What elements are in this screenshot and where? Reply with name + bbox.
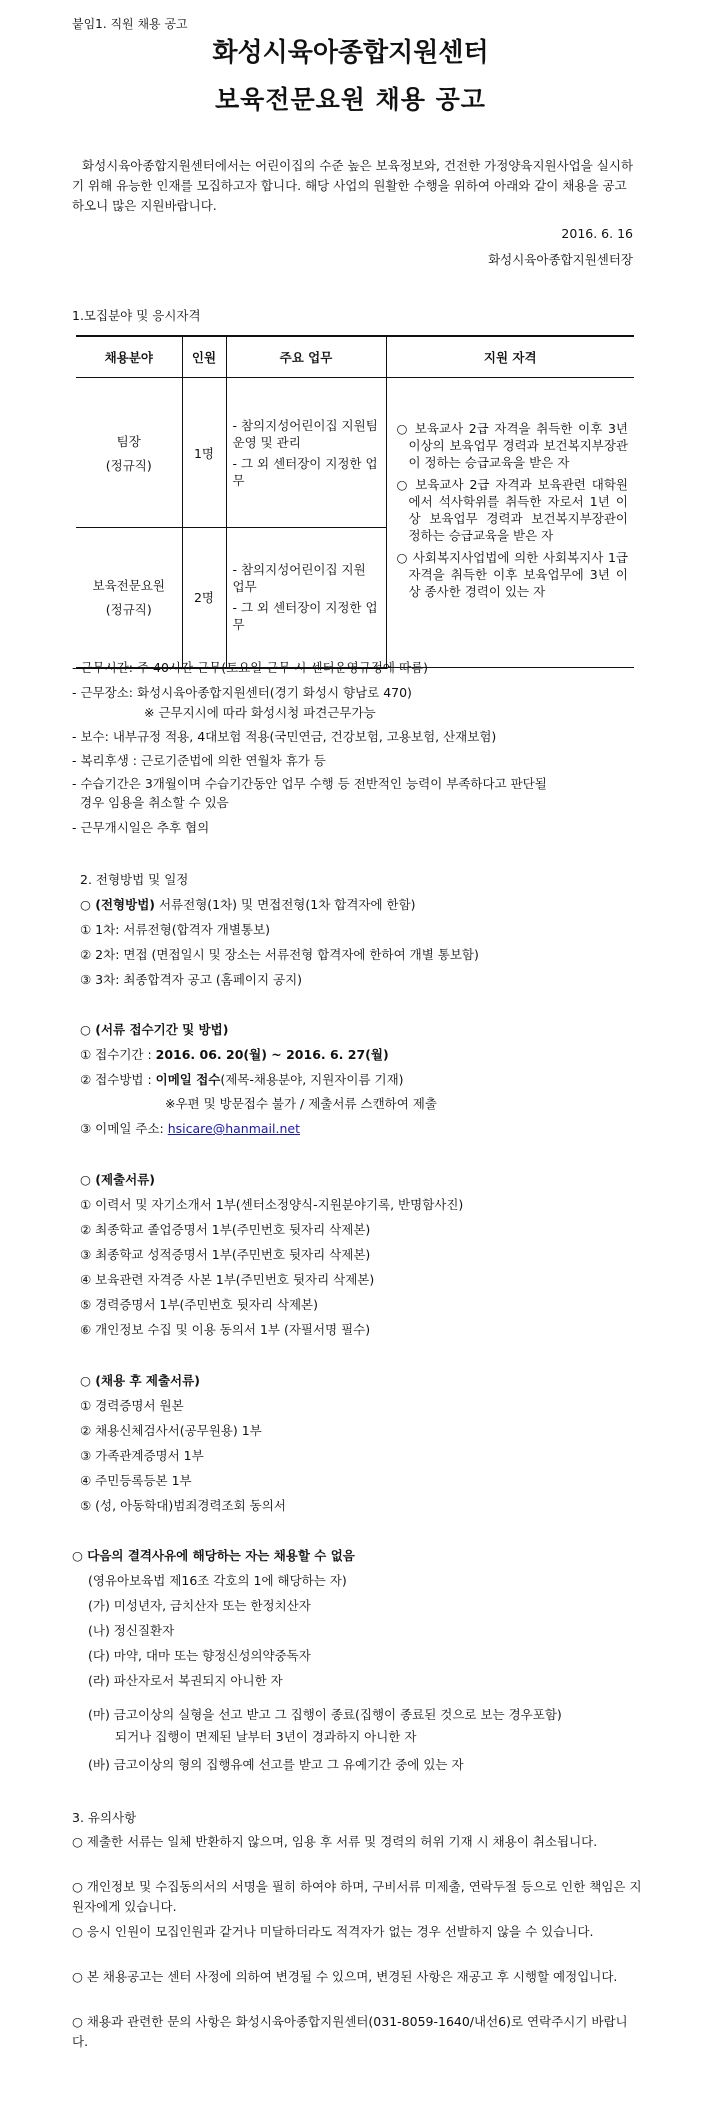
page-subtitle: 보육전문요원 채용 공고 — [215, 85, 486, 114]
section-recruitment-heading: 1.모집분야 및 응시자격 — [72, 308, 201, 323]
list-item: ⑤ (성, 아동학대)범죄경력조회 동의서 — [80, 1498, 286, 1513]
list-item: ① 1차: 서류전형(합격자 개별통보) — [80, 922, 270, 937]
field-type: (정규직) — [105, 457, 152, 473]
submission-head: ○ (서류 접수기간 및 방법) — [80, 1022, 229, 1037]
field-name: 보육전문요원 — [92, 578, 165, 594]
list-item: ③ 최종학교 성적증명서 1부(주민번호 뒷자리 삭제본) — [80, 1247, 371, 1262]
note-item: ○ 개인정보 및 수집동의서의 서명을 필히 하여야 하며, 구비서류 미제출, 연락두절 등으로 인한 책임은 지원자에게 있습니다. — [72, 1879, 642, 1914]
condition-dispatch-note: ※ 근무지시에 따라 화성시청 파견근무가능 — [144, 705, 376, 720]
note-item: ○ 응시 인원이 모집인원과 같거나 미달하더라도 적격자가 없는 경우 선발하지 않을 수 있습니다. — [72, 1924, 594, 1939]
submission-method-rest: (제목-채용분야, 지원자이름 기재) — [220, 1072, 404, 1087]
qualification-item: ○ 사회복지사업법에 의한 사회복지사 1급 자격을 취득한 이후 보육업무에 3년 이상 종사한 경력이 있는 자 — [396, 550, 628, 599]
after-hire-head: ○ (채용 후 제출서류) — [80, 1373, 200, 1388]
submission-method-note: ※우편 및 방문접수 불가 / 제출서류 스캔하여 제출 — [165, 1096, 437, 1111]
list-item: ④ 보육관련 자격증 사본 1부(주민번호 뒷자리 삭제본) — [80, 1272, 375, 1287]
note-item: ○ 제출한 서류는 일체 반환하지 않으며, 임용 후 서류 및 경력의 허위 기재 시 채용이 취소됩니다. — [72, 1834, 598, 1849]
table-cell-count: 2명 — [182, 528, 226, 668]
list-item: ③ 3차: 최종합격자 공고 (홈페이지 공지) — [80, 972, 303, 987]
page-title: 화성시육아종합지원센터 — [212, 38, 489, 68]
duty-item: - 참의지성어린이집 지원팀 운영 및 관리 — [232, 417, 378, 450]
duty-item: - 참의지성어린이집 지원 업무 — [232, 562, 366, 595]
table-cell-duties — [226, 528, 386, 668]
selection-method-text: 서류전형(1차) 및 면접전형(1차 합격자에 한함) — [155, 897, 416, 912]
condition-probation-cont: 경우 임용을 취소할 수 있음 — [80, 795, 229, 810]
table-header-count: 인원 — [182, 336, 226, 378]
condition-work-hours: - 근무시간: 주 40시간 근무(토요일 근무 시 센터운영규정에 따름) — [72, 660, 428, 675]
list-item: (나) 정신질환자 — [88, 1623, 175, 1638]
list-item: ② 채용신체검사서(공무원용) 1부 — [80, 1423, 262, 1438]
list-item: ⑤ 경력증명서 1부(주민번호 뒷자리 삭제본) — [80, 1297, 319, 1312]
documents-head: ○ (제출서류) — [80, 1172, 155, 1187]
email-link[interactable]: hsicare@hanmail.net — [167, 1121, 300, 1136]
list-item: ② 최종학교 졸업증명서 1부(주민번호 뒷자리 삭제본) — [80, 1222, 371, 1237]
notice-date: 2016. 6. 16 — [561, 226, 633, 241]
notice-signature: 화성시육아종합지원센터장 — [488, 252, 633, 267]
qualification-item: ○ 보육교사 2급 자격을 취득한 이후 3년 이상의 보육업무 경력과 보건복지부장관이 정하는 승급교육을 받은 자 — [396, 421, 628, 470]
table-header-qualifications: 지원 자격 — [386, 336, 634, 378]
list-item: ② 2차: 면접 (면접일시 및 장소는 서류전형 합격자에 한하여 개별 통보함) — [80, 947, 479, 962]
table-cell-count: 1명 — [182, 378, 226, 528]
submission-period — [80, 1045, 389, 1063]
submission-email-label: ③ 이메일 주소: — [80, 1121, 168, 1136]
note-item: ○ 채용과 관련한 문의 사항은 화성시육아종합지원센터(031-8059-1640/내선6)로 연락주시기 바랍니다. — [72, 2014, 628, 2049]
field-type: (정규직) — [105, 602, 152, 618]
section-selection-heading: 2. 전형방법 및 일정 — [80, 872, 189, 887]
note-item: ○ 본 채용공고는 센터 사정에 의하여 변경될 수 있으며, 변경된 사항은 재공고 후 시행할 예정입니다. — [72, 1969, 618, 1984]
submission-period-label: ① 접수기간 : — [80, 1047, 156, 1062]
list-item: (마) 금고이상의 실형을 선고 받고 그 집행이 종료(집행이 종료된 것으로 보는 경우포함) — [88, 1707, 562, 1722]
list-item: ① 이력서 및 자기소개서 1부(센터소정양식-지원분야기록, 반명함사진) — [80, 1197, 464, 1212]
list-item: ③ 가족관계증명서 1부 — [80, 1448, 204, 1463]
list-item: (라) 파산자로서 복권되지 아니한 자 — [88, 1673, 283, 1688]
section-notes-heading: 3. 유의사항 — [72, 1810, 137, 1825]
submission-email — [80, 1119, 300, 1137]
table-cell-field — [76, 378, 182, 528]
attachment-tag: 붙임1. 직원 채용 공고 — [72, 17, 188, 31]
table-cell-qualifications — [386, 378, 634, 668]
selection-method-head — [80, 895, 416, 913]
table-header-row — [76, 336, 634, 378]
submission-method-label: ② 접수방법 : — [80, 1072, 156, 1087]
table-cell-field — [76, 528, 182, 668]
table-row — [76, 378, 634, 528]
list-item: (바) 금고이상의 형의 집행유예 선고를 받고 그 유예기간 중에 있는 자 — [88, 1757, 464, 1772]
table-cell-duties — [226, 378, 386, 528]
condition-probation: - 수습기간은 3개월이며 수습기간동안 업무 수행 등 전반적인 능력이 부족하다고 판단될 — [72, 776, 547, 791]
submission-method-bold: 이메일 접수 — [155, 1072, 221, 1087]
submission-period-value: 2016. 06. 20(월) ~ 2016. 6. 27(월) — [155, 1047, 389, 1062]
list-item: ④ 주민등록등본 1부 — [80, 1473, 192, 1488]
table-header-field: 채용분야 — [76, 336, 182, 378]
list-item-cont: 되거나 집행이 면제된 날부터 3년이 경과하지 아니한 자 — [115, 1729, 417, 1744]
list-item: (가) 미성년자, 금치산자 또는 한정치산자 — [88, 1598, 311, 1613]
condition-welfare: - 복리후생 : 근로기준법에 의한 연월차 휴가 등 — [72, 753, 326, 768]
selection-method-label: ○ (전형방법) — [80, 897, 155, 912]
list-item: (다) 마약, 대마 또는 향정신성의약중독자 — [88, 1648, 311, 1663]
recruitment-table — [76, 335, 634, 669]
list-item: ① 경력증명서 원본 — [80, 1398, 184, 1413]
table-header-duties: 주요 업무 — [226, 336, 386, 378]
condition-start-date: - 근무개시일은 추후 협의 — [72, 820, 210, 835]
condition-salary: - 보수: 내부규정 적용, 4대보험 적용(국민연금, 건강보험, 고용보험, 산재보험) — [72, 729, 497, 744]
duty-item: - 그 외 센터장이 지정한 업무 — [232, 600, 378, 633]
condition-work-place: - 근무장소: 화성시육아종합지원센터(경기 화성시 향남로 470) — [72, 685, 412, 700]
qualification-item: ○ 보육교사 2급 자격과 보육관련 대학원에서 석사학위를 취득한 자로서 1년 이상 보육업무 경력과 보건복지부장관이 정하는 승급교육을 받은 자 — [396, 477, 628, 543]
disqualification-head: ○ 다음의 결격사유에 해당하는 자는 채용할 수 없음 — [72, 1548, 355, 1563]
submission-method — [80, 1070, 404, 1088]
field-name: 팀장 — [116, 433, 141, 449]
intro-paragraph: 화성시육아종합지원센터에서는 어린이집의 수준 높은 보육정보와, 건전한 가정양육지원사업을 실시하기 위해 유능한 인재를 모집하고자 합니다. 해당 사업의 원활한 수행을 위하여 아래와 같이 채용을 공고하오니 많은 지원바랍니다. — [72, 158, 634, 213]
disqualification-basis: (영유아보육법 제16조 각호의 1에 해당하는 자) — [88, 1573, 347, 1588]
duty-item: - 그 외 센터장이 지정한 업무 — [232, 455, 378, 488]
list-item: ⑥ 개인정보 수집 및 이용 동의서 1부 (자필서명 필수) — [80, 1322, 371, 1337]
